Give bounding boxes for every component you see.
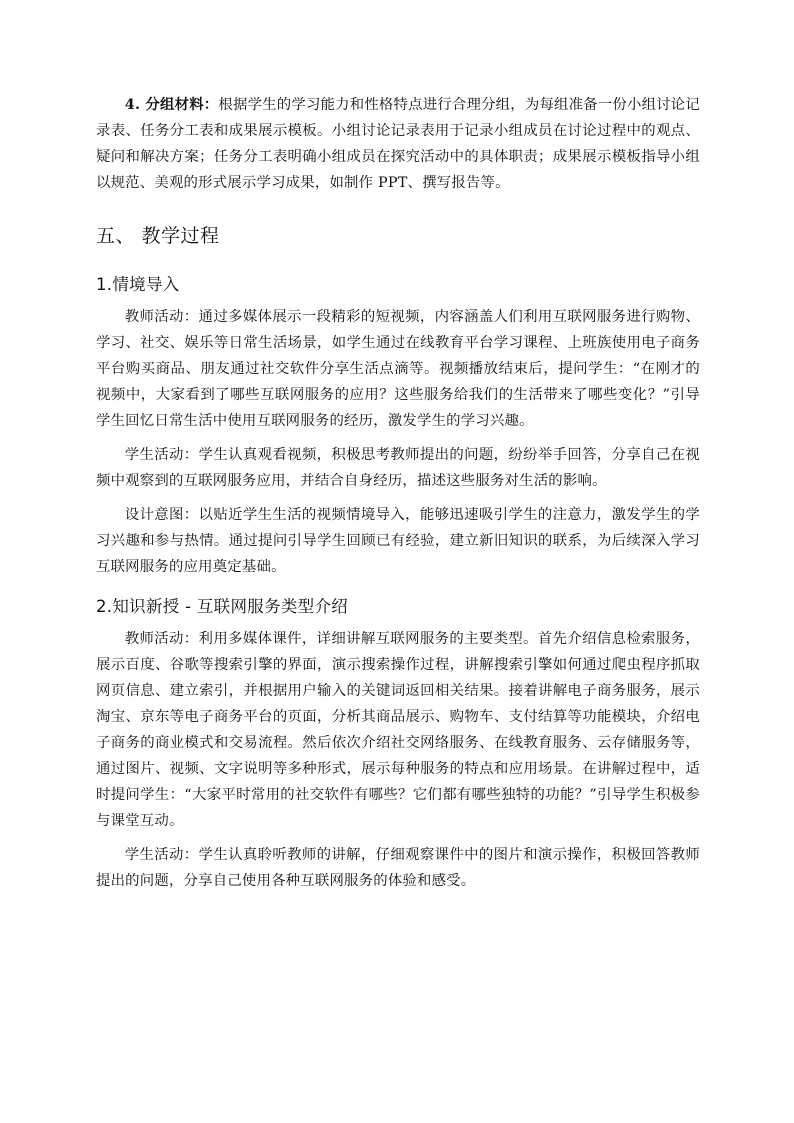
step2-heading: 2.知识新授 - 互联网服务类型介绍 <box>96 597 349 616</box>
materials-label: 4. 分组材料： <box>124 96 219 113</box>
section-heading-teaching-process: 五、 教学过程 <box>96 225 220 247</box>
step2-student-activity: 学生活动：学生认真聆听教师的讲解，仔细观察课件中的图片和演示操作，积极回答教师提出的问题，分享自己使用各种互联网服务的体验和感受。 <box>96 847 700 889</box>
materials-text: 根据学生的学习能力和性格特点进行合理分组，为每组准备一份小组讨论记录表、任务分工表和成果展示模板。小组讨论记录表用于记录小组成员在讨论过程中的观点、疑问和解决方案；任务分工表明确小组成员在探究活动中的具体职责；成果展示模板指导小组以规范、美观的形式展示学习成果，如制作 PPT、撰写报告等。 <box>96 97 700 191</box>
step1-design-intent: 设计意图：以贴近学生生活的视频情境导入，能够迅速吸引学生的注意力，激发学生的学习兴趣和参与热情。通过提问引导学生回顾已有经验，建立新旧知识的联系，为后续深入学习互联网服务的应用奠定基础。 <box>96 507 700 575</box>
step1-heading: 1.情境导入 <box>96 275 180 294</box>
document-content <box>96 92 700 902</box>
materials-paragraph <box>96 92 700 196</box>
step1-student-activity: 学生活动：学生认真观看视频，积极思考教师提出的问题，纷纷举手回答，分享自己在视频中观察到的互联网服务应用，并结合自身经历，描述这些服务对生活的影响。 <box>96 447 700 489</box>
step2-teacher-activity: 教师活动：利用多媒体课件，详细讲解互联网服务的主要类型。首先介绍信息检索服务，展示百度、谷歌等搜索引擎的界面，演示搜索操作过程，讲解搜索引擎如何通过爬虫程序抓取网页信息、建立索引，并根据用户输入的关键词返回相关结果。接着讲解电子商务服务，展示淘宝、京东等电子商务平台的页面，分析其商品展示、购物车、支付结算等功能模块，介绍电子商务的商业模式和交易流程。然后依次介绍社交网络服务、在线教育服务、云存储服务等，通过图片、视频、文字说明等多种形式，展示每种服务的特点和应用场景。在讲解过程中，适时提问学生：“大家平时常用的社交软件有哪些？它们都有哪些独特的功能？”引导学生积极参与课堂互动。 <box>96 631 700 829</box>
step1-teacher-activity: 教师活动：通过多媒体展示一段精彩的短视频，内容涵盖人们利用互联网服务进行购物、学习、社交、娱乐等日常生活场景，如学生通过在线教育平台学习课程、上班族使用电子商务平台购买商品、朋友通过社交软件分享生活点滴等。视频播放结束后，提问学生：“在刚才的视频中，大家看到了哪些互联网服务的应用？这些服务给我们的生活带来了哪些变化？”引导学生回忆日常生活中使用互联网服务的经历，激发学生的学习兴趣。 <box>96 309 700 429</box>
